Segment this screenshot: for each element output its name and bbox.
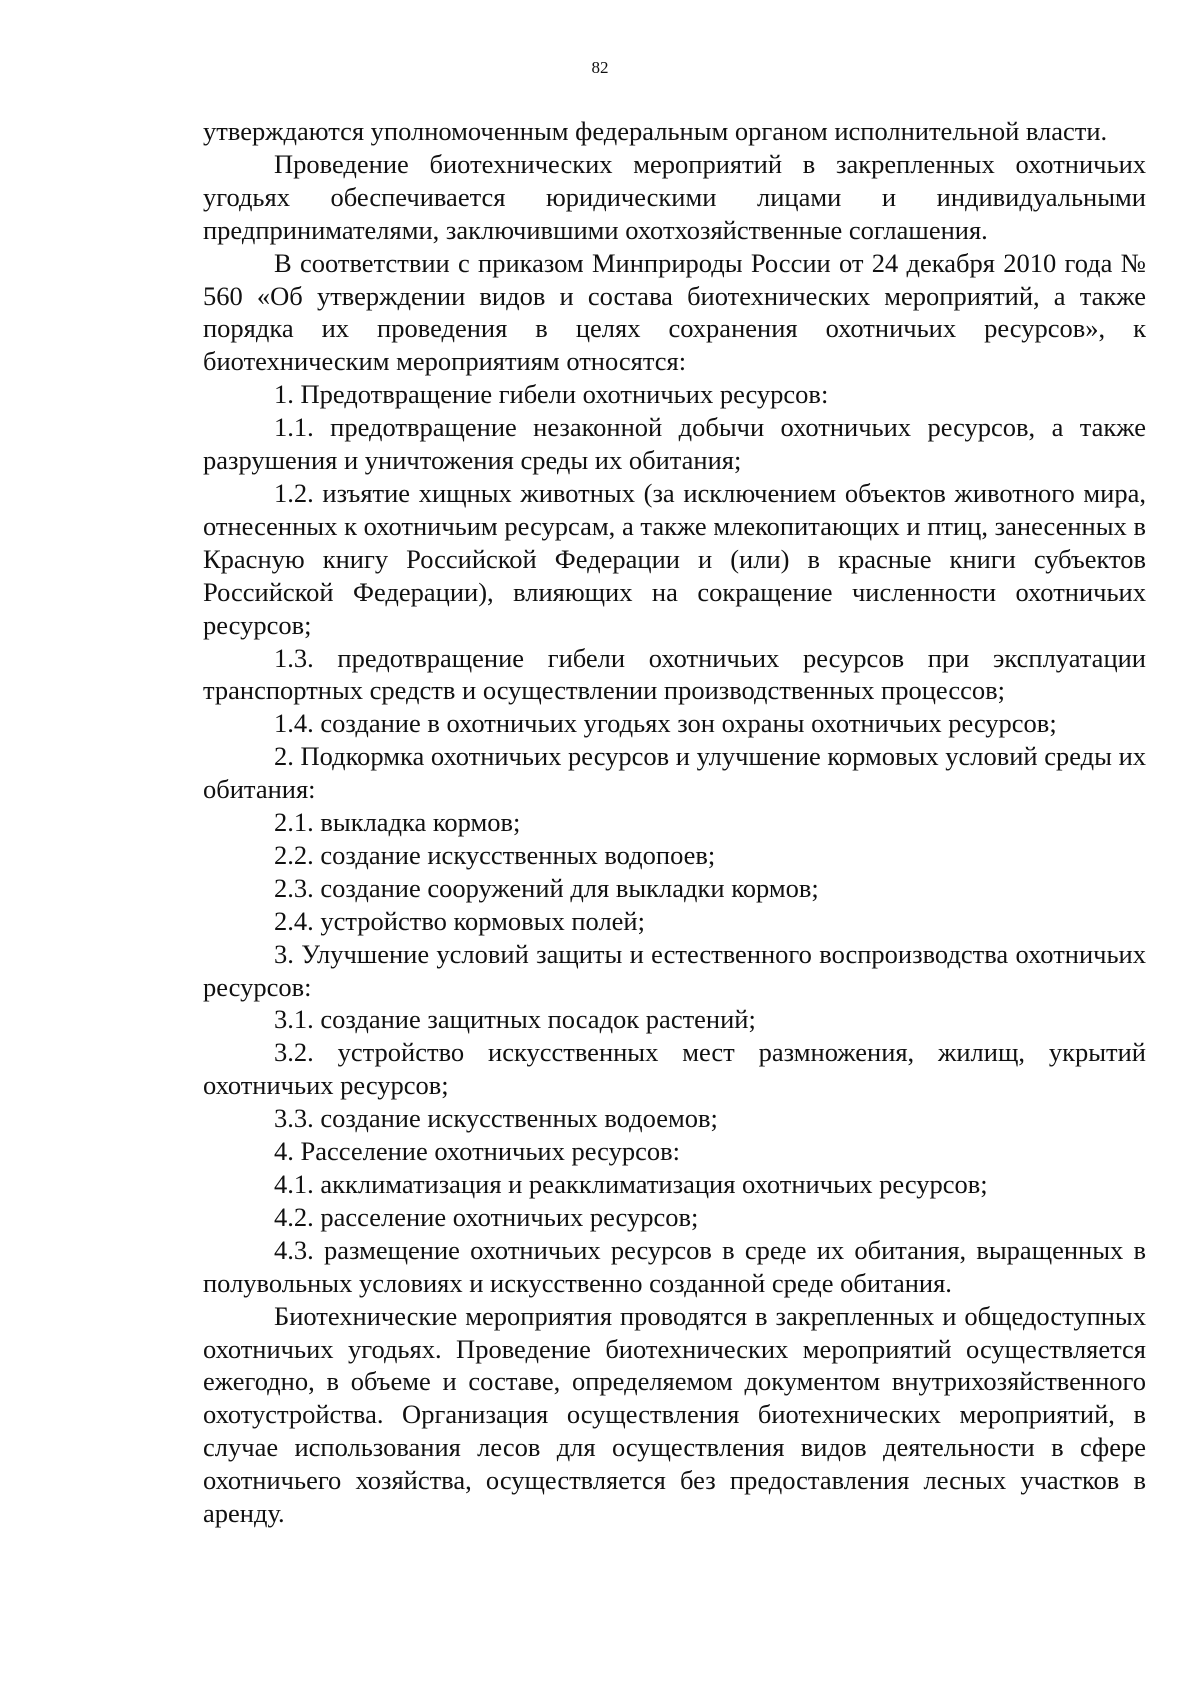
list-item: 1.3. предотвращение гибели охотничьих ресурсов при эксплуатации транспортных средств и осуществлении производственных процессов;: [203, 642, 1146, 706]
list-item: 4. Расселение охотничьих ресурсов:: [274, 1136, 680, 1167]
list-item: 2.1. выкладка кормов;: [274, 807, 521, 838]
list-item: 3.3. создание искусственных водоемов;: [274, 1103, 718, 1134]
list-item: 2.2. создание искусственных водопоев;: [274, 839, 716, 870]
document-body: [203, 115, 1146, 1530]
list-item: 3.2. устройство искусственных мест размножения, жилищ, укрытий охотничьих ресурсов;: [203, 1037, 1146, 1101]
paragraph: Биотехнические мероприятия проводятся в закрепленных и общедоступных охотничьих угодьях. Проведение биотехнических мероприятий осуществляется ежегодно, в объеме и составе, определяемом документом внутрихозяйственного охотустройства. Организация осуществления биотехнических мероприятий, в случае использования лесов для осуществления видов деятельности в сфере охотничьего хозяйства, осуществляется без предоставления лесных участков в аренду.: [203, 1300, 1146, 1529]
list-item: 3. Улучшение условий защиты и естественного воспроизводства охотничьих ресурсов:: [203, 938, 1146, 1002]
list-item: 1.2. изъятие хищных животных (за исключением объектов животного мира, отнесенных к охотничьим ресурсам, а также млекопитающих и птиц, занесенных в Красную книгу Российской Федерации и (или) в красные книги субъектов Российской Федерации), влияющих на сокращение численности охотничьих ресурсов;: [203, 477, 1146, 640]
page-number: 82: [591, 58, 609, 77]
list-item: 4.2. расселение охотничьих ресурсов;: [274, 1201, 699, 1232]
paragraph: Проведение биотехнических мероприятий в закрепленных охотничьих угодьях обеспечивается юридическими лицами и индивидуальными предпринимателями, заключившими охотхозяйственные соглашения.: [203, 148, 1146, 245]
list-item: 2.3. создание сооружений для выкладки кормов;: [274, 872, 819, 903]
paragraph: утверждаются уполномоченным федеральным органом исполнительной власти.: [203, 116, 1108, 146]
list-item: 3.1. создание защитных посадок растений;: [274, 1004, 756, 1035]
list-item: 4.1. акклиматизация и реакклиматизация охотничьих ресурсов;: [274, 1169, 988, 1199]
list-item: 1.1. предотвращение незаконной добычи охотничьих ресурсов, а также разрушения и уничтожения среды их обитания;: [203, 412, 1146, 476]
list-item: 1.4. создание в охотничьих угодьях зон охраны охотничьих ресурсов;: [274, 708, 1057, 739]
paragraph: В соответствии с приказом Минприроды России от 24 декабря 2010 года № 560 «Об утверждении видов и состава биотехнических мероприятий, а также порядка их проведения в целях сохранения охотничьих ресурсов», к биотехническим мероприятиям относятся:: [203, 247, 1146, 377]
list-item: 2. Подкормка охотничьих ресурсов и улучшение кормовых условий среды их обитания:: [203, 741, 1146, 805]
list-item: 1. Предотвращение гибели охотничьих ресурсов:: [274, 379, 829, 410]
list-item: 4.3. размещение охотничьих ресурсов в среде их обитания, выращенных в полувольных условиях и искусственно созданной среде обитания.: [203, 1234, 1146, 1298]
list-item: 2.4. устройство кормовых полей;: [274, 905, 645, 936]
